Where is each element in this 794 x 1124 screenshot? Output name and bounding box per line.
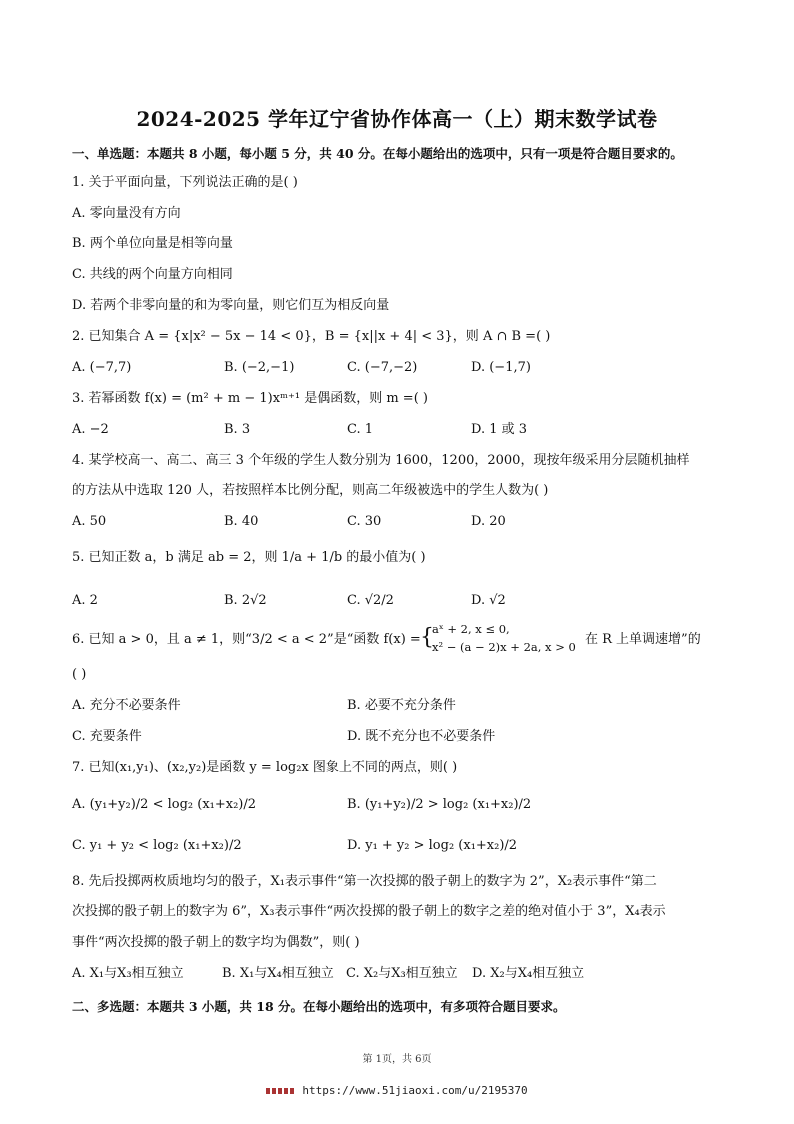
- question-8-option-a: A. X₁与X₃相互独立: [72, 966, 184, 981]
- question-7-option-b: B. (y₁+y₂)/2 > log₂ (x₁+x₂)/2: [347, 797, 532, 812]
- question-2-option-d: D. (−1,7): [471, 360, 531, 375]
- question-6-case-2: x² − (a − 2)x + 2a, x > 0: [432, 640, 576, 654]
- question-4-stem-line-2: 的方法从中选取 120 人，若按照样本比例分配，则高二年级被选中的学生人数为( ): [72, 483, 549, 498]
- question-1-stem: 1. 关于平面向量，下列说法正确的是( ): [72, 175, 298, 190]
- section-heading-multi-choice: 二、多选题：本题共 3 小题，共 18 分。在每小题给出的选项中，有多项符合题目要求。: [72, 999, 566, 1014]
- question-5-option-b: B. 2√2: [224, 593, 267, 608]
- question-7-option-d: D. y₁ + y₂ > log₂ (x₁+x₂)/2: [347, 838, 518, 853]
- question-4-option-d: D. 20: [471, 514, 506, 529]
- question-8-option-d: D. X₂与X₄相互独立: [472, 966, 585, 981]
- question-1-option-b: B. 两个单位向量是相等向量: [72, 236, 233, 251]
- question-7-stem: 7. 已知(x₁,y₁)、(x₂,y₂)是函数 y = log₂x 图象上不同的两点，则( ): [72, 760, 458, 775]
- watermark-logo-icon: [266, 1088, 296, 1094]
- question-1-option-d: D. 若两个非零向量的和为零向量，则它们互为相反向量: [72, 298, 390, 313]
- question-6-case-1: aˣ + 2, x ≤ 0,: [432, 622, 510, 636]
- question-8-stem-line-3: 事件“两次投掷的骰子朝上的数字均为偶数”，则( ): [72, 935, 360, 950]
- question-5-option-a: A. 2: [72, 593, 98, 608]
- question-4-stem-line-1: 4. 某学校高一、高二、高三 3 个年级的学生人数分别为 1600，1200，2000，现按年级采用分层随机抽样: [72, 453, 690, 468]
- question-7-option-a: A. (y₁+y₂)/2 < log₂ (x₁+x₂)/2: [72, 797, 257, 812]
- question-8-stem-line-2: 次投掷的骰子朝上的数字为 6”，X₃表示事件“两次投掷的骰子朝上的数字之差的绝对值小于 3”，X₄表示: [72, 904, 666, 919]
- question-3-option-d: D. 1 或 3: [471, 422, 528, 437]
- question-3-option-b: B. 3: [224, 422, 251, 437]
- watermark: [0, 1084, 794, 1097]
- question-1-option-c: C. 共线的两个向量方向相同: [72, 267, 233, 282]
- question-3-option-c: C. 1: [347, 422, 374, 437]
- question-6-option-b: B. 必要不充分条件: [347, 698, 456, 713]
- question-6-option-c: C. 充要条件: [72, 729, 142, 744]
- question-7-option-c: C. y₁ + y₂ < log₂ (x₁+x₂)/2: [72, 838, 242, 853]
- question-5-option-c: C. √2/2: [347, 593, 394, 608]
- question-2-stem: 2. 已知集合 A = {x|x² − 5x − 14 < 0}，B = {x||x + 4| < 3}，则 A ∩ B =( ): [72, 329, 551, 344]
- question-6-answer-paren: ( ): [72, 667, 87, 682]
- section-heading-single-choice: 一、单选题：本题共 8 小题，每小题 5 分，共 40 分。在每小题给出的选项中，只有一项是符合题目要求的。: [72, 146, 683, 161]
- watermark-url: https://www.51jiaoxi.com/u/2195370: [302, 1084, 528, 1097]
- question-4-option-b: B. 40: [224, 514, 259, 529]
- question-5-option-d: D. √2: [471, 593, 506, 608]
- question-3-option-a: A. −2: [72, 422, 109, 437]
- question-2-option-b: B. (−2,−1): [224, 360, 295, 375]
- question-4-option-c: C. 30: [347, 514, 382, 529]
- piecewise-brace: {: [420, 625, 434, 650]
- question-6-stem-suffix: 在 R 上单调速增”的: [585, 632, 701, 647]
- question-3-stem: 3. 若幂函数 f(x) = (m² + m − 1)xᵐ⁺¹ 是偶函数，则 m =( ): [72, 391, 428, 406]
- question-8-stem-line-1: 8. 先后投掷两枚质地均匀的骰子，X₁表示事件“第一次投掷的骰子朝上的数字为 2”，X₂表示事件“第二: [72, 874, 657, 889]
- question-6-option-d: D. 既不充分也不必要条件: [347, 729, 496, 744]
- question-8-option-b: B. X₁与X₄相互独立: [222, 966, 334, 981]
- question-8-option-c: C. X₂与X₃相互独立: [346, 966, 458, 981]
- question-4-option-a: A. 50: [72, 514, 107, 529]
- question-1-option-a: A. 零向量没有方向: [72, 206, 181, 221]
- page-footer: 第 1页，共 6页: [362, 1054, 432, 1065]
- page-title: 2024-2025 学年辽宁省协作体高一（上）期末数学试卷: [136, 107, 658, 131]
- question-2-option-a: A. (−7,7): [72, 360, 132, 375]
- question-5-stem: 5. 已知正数 a，b 满足 ab = 2，则 1/a + 1/b 的最小值为( ): [72, 550, 426, 565]
- question-6-stem-prefix: 6. 已知 a > 0，且 a ≠ 1，则“3/2 < a < 2”是“函数 f(x) =: [72, 632, 421, 647]
- question-6-option-a: A. 充分不必要条件: [72, 698, 181, 713]
- question-2-option-c: C. (−7,−2): [347, 360, 418, 375]
